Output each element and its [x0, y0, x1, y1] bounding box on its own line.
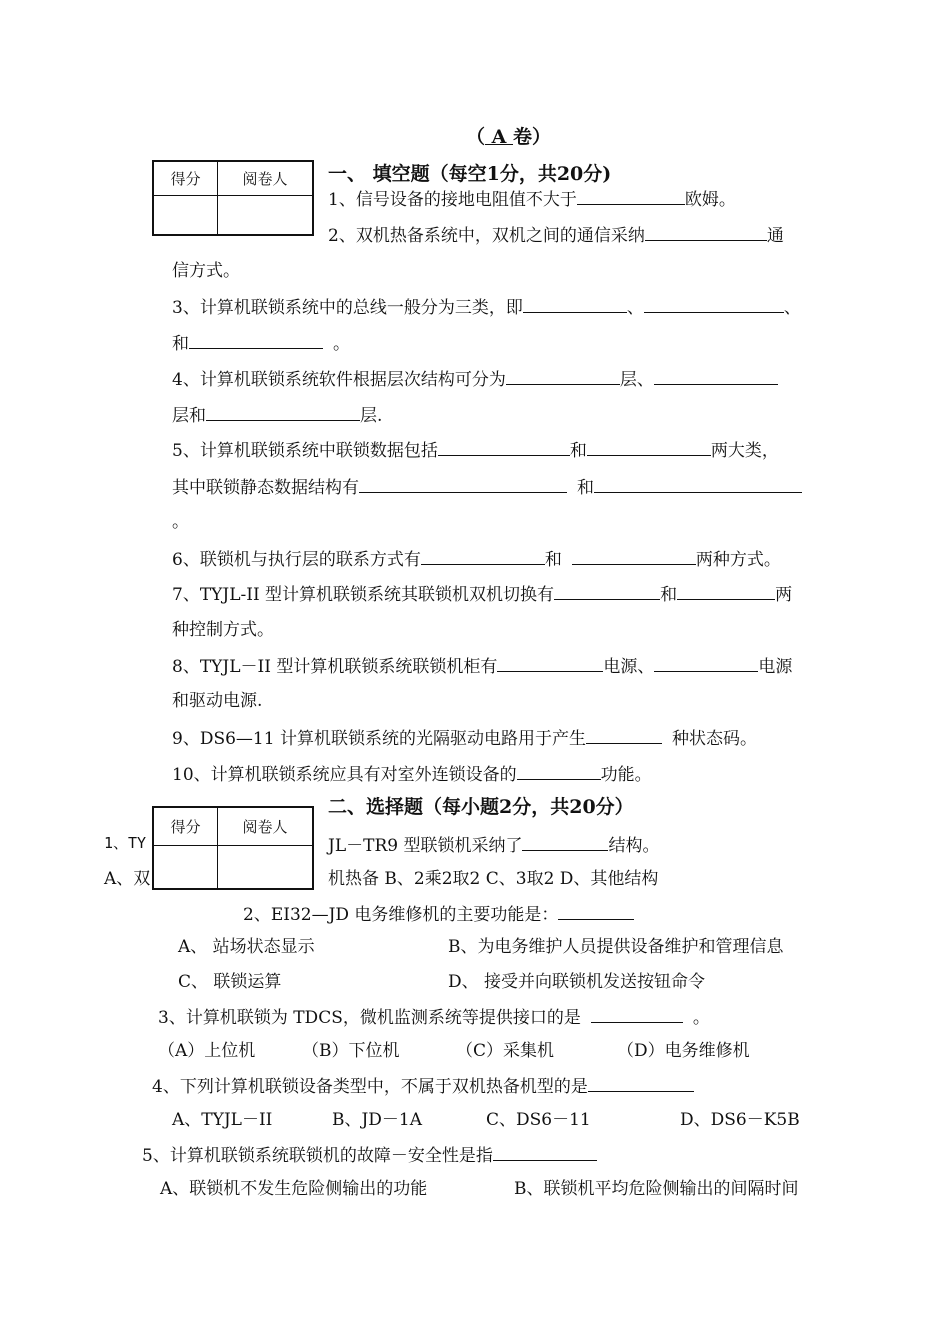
- score-header: 得分: [153, 161, 218, 195]
- q2-5-opt-a[interactable]: A、联锁机不发生危险侧输出的功能: [160, 1179, 428, 1199]
- answer-blank[interactable]: [506, 370, 620, 385]
- q1-4-cont: 层和 层.: [172, 406, 383, 426]
- paper-label-close: 卷）: [513, 126, 552, 148]
- q2-1: JL－TR9 型联锁机采纳了 结构。: [328, 836, 660, 856]
- answer-blank[interactable]: [517, 765, 601, 780]
- answer-blank[interactable]: [438, 441, 570, 456]
- q2-2-opt-a[interactable]: A、 站场状态显示: [178, 937, 315, 957]
- answer-blank[interactable]: [421, 550, 545, 565]
- q2-3-opt-d[interactable]: （D）电务维修机: [617, 1041, 750, 1061]
- q2-3: 3、计算机联锁为 TDCS，微机监测系统等提供接口的是 。: [158, 1008, 710, 1028]
- q1-2: 2、双机热备系统中，双机之间的通信采纳 通: [328, 226, 784, 246]
- section1-title: 一、 填空题（每空1分，共20分): [328, 163, 612, 185]
- answer-blank[interactable]: [493, 1146, 597, 1161]
- answer-blank[interactable]: [677, 585, 775, 600]
- grader-header: 阅卷人: [218, 161, 313, 195]
- q1-5-end: 。: [172, 512, 189, 532]
- answer-blank[interactable]: [654, 370, 778, 385]
- section2-title: 二、选择题（每小题2分，共20分）: [328, 796, 634, 818]
- q2-4-opt-d[interactable]: D、DS6－K5B: [680, 1110, 800, 1130]
- q2-4-opt-b[interactable]: B、JD－1A: [332, 1110, 423, 1130]
- answer-blank[interactable]: [558, 905, 634, 920]
- score-header: 得分: [153, 807, 218, 845]
- q2-1-opt-lead: A、双: [104, 869, 151, 889]
- q2-4-opt-c[interactable]: C、DS6－11: [486, 1110, 591, 1130]
- q1-4: 4、计算机联锁系统软件根据层次结构可分为 层、: [172, 370, 778, 389]
- score-box-2: [152, 806, 314, 890]
- answer-blank[interactable]: [206, 406, 360, 421]
- q1-5: 5、计算机联锁系统中联锁数据包括 和 两大类，: [172, 441, 779, 461]
- score-cell[interactable]: [153, 195, 218, 235]
- q2-1-lead: 1、TY: [104, 834, 147, 852]
- q1-8: 8、TYJL－II 型计算机联锁系统联锁机柜有 电源、 电源: [172, 657, 793, 677]
- score-cell[interactable]: [153, 845, 218, 889]
- q2-2-opt-d[interactable]: D、 接受并向联锁机发送按钮命令: [448, 972, 706, 992]
- q2-3-opt-b[interactable]: （B）下位机: [302, 1041, 400, 1061]
- score-box-1: [152, 160, 314, 236]
- q2-4-opt-a[interactable]: A、TYJL－II: [172, 1110, 273, 1130]
- q1-8-cont: 和驱动电源.: [172, 691, 263, 711]
- q1-7: 7、TYJL-II 型计算机联锁系统其联锁机双机切换有 和 两: [172, 585, 793, 605]
- paper-label-letter: A: [485, 126, 513, 148]
- answer-blank[interactable]: [644, 298, 784, 313]
- answer-blank[interactable]: [594, 478, 802, 493]
- q2-2: 2、EI32—JD 电务维修机的主要功能是：: [243, 905, 634, 924]
- q2-2-opt-b[interactable]: B、为电务维护人员提供设备维护和管理信息: [448, 937, 784, 957]
- q2-2-opt-c[interactable]: C、 联锁运算: [178, 972, 282, 992]
- q2-5: 5、计算机联锁系统联锁机的故障－安全性是指: [142, 1146, 597, 1165]
- answer-blank[interactable]: [645, 226, 767, 241]
- answer-blank[interactable]: [523, 298, 627, 313]
- answer-blank[interactable]: [591, 1008, 683, 1023]
- answer-blank[interactable]: [586, 729, 662, 744]
- answer-blank[interactable]: [588, 1077, 694, 1092]
- q1-9: 9、DS6—11 计算机联锁系统的光隔驱动电路用于产生 种状态码。: [172, 729, 757, 749]
- answer-blank[interactable]: [577, 190, 685, 205]
- answer-blank[interactable]: [189, 334, 323, 349]
- answer-blank[interactable]: [572, 550, 696, 565]
- q1-6: 6、联锁机与执行层的联系方式有 和 两种方式。: [172, 550, 781, 570]
- q1-5-cont: 其中联锁静态数据结构有 和: [172, 478, 802, 497]
- q1-7-cont: 种控制方式。: [172, 620, 274, 640]
- q2-5-opt-b[interactable]: B、联锁机平均危险侧输出的间隔时间: [514, 1179, 799, 1199]
- answer-blank[interactable]: [522, 836, 608, 851]
- grader-cell[interactable]: [218, 845, 313, 889]
- paper-label-open: （: [466, 126, 486, 148]
- q2-3-opt-c[interactable]: （C）采集机: [456, 1041, 555, 1061]
- grader-cell[interactable]: [218, 195, 313, 235]
- answer-blank[interactable]: [554, 585, 660, 600]
- q2-3-opt-a[interactable]: （A）上位机: [158, 1041, 256, 1061]
- answer-blank[interactable]: [497, 657, 603, 672]
- grader-header: 阅卷人: [218, 807, 313, 845]
- paper-label: [466, 128, 551, 147]
- q1-3: 3、计算机联锁系统中的总线一般分为三类，即 、 、: [172, 298, 801, 318]
- q1-1: 1、信号设备的接地电阻值不大于 欧姆。: [328, 190, 736, 210]
- q1-2-cont: 信方式。: [172, 261, 240, 281]
- q1-10: 10、计算机联锁系统应具有对室外连锁设备的 功能。: [172, 765, 652, 785]
- q2-4: 4、下列计算机联锁设备类型中，不属于双机热备机型的是: [152, 1077, 694, 1096]
- answer-blank[interactable]: [587, 441, 711, 456]
- answer-blank[interactable]: [654, 657, 758, 672]
- q2-1-options: 机热备 B、2乘2取2 C、3取2 D、其他结构: [328, 869, 659, 889]
- answer-blank[interactable]: [359, 478, 567, 493]
- q1-3-cont: 和 。: [172, 334, 350, 354]
